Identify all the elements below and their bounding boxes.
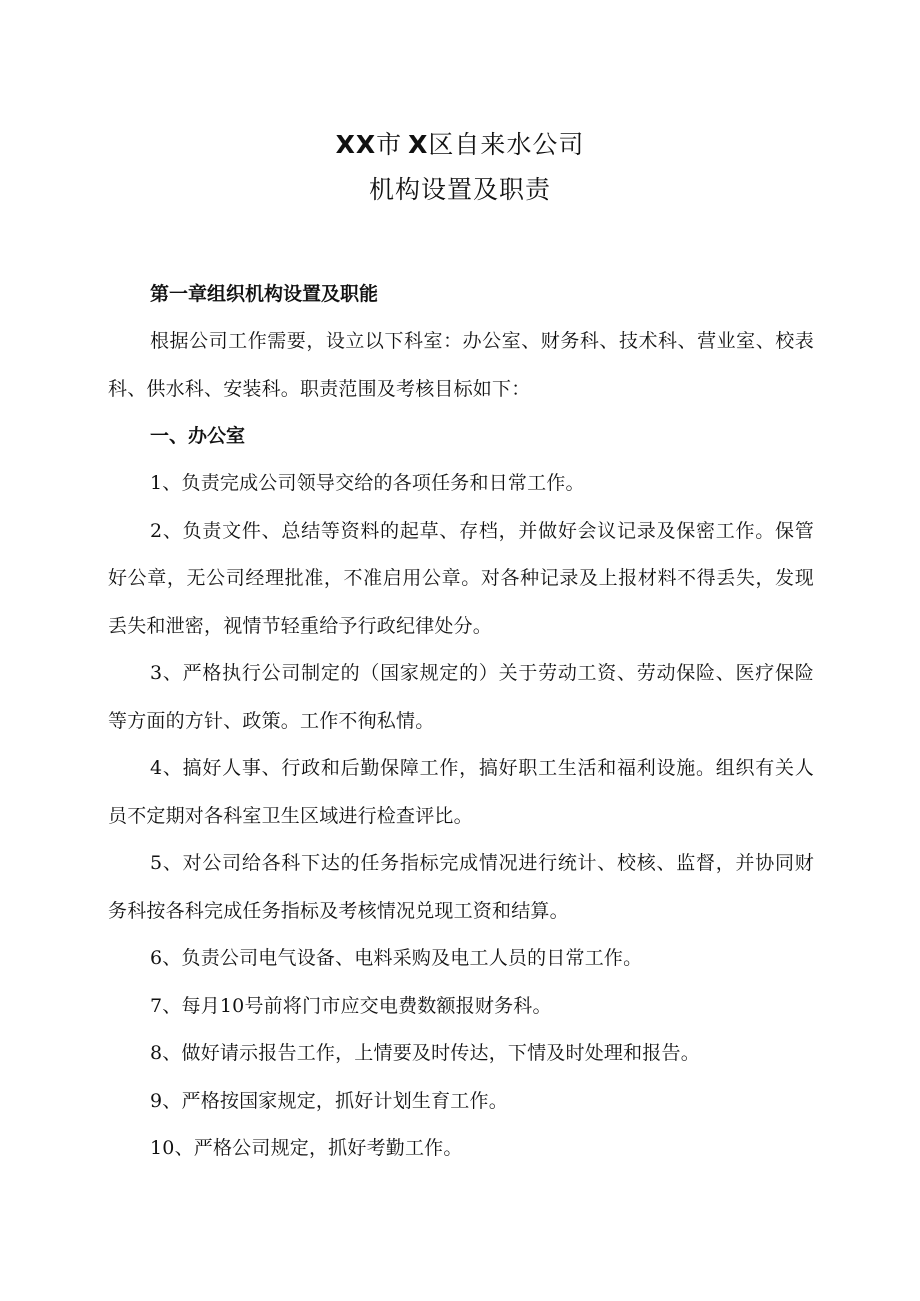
intro-paragraph: 根据公司工作需要，设立以下科室：办公室、财务科、技术科、营业室、校表科、供水科、安装科。职责范围及考核目标如下： <box>108 330 814 400</box>
list-item: 1、负责完成公司领导交给的各项任务和日常工作。 <box>150 472 585 494</box>
title-district-prefix: X <box>408 130 429 159</box>
chapter-heading: 第一章组织机构设置及职能 <box>150 283 379 305</box>
list-item: 8、做好请示报告工作，上情要及时传达，下情及时处理和报告。 <box>150 1042 700 1064</box>
list-item: 7、每月10号前将门市应交电费数额报财务科。 <box>150 994 552 1017</box>
list-item: 4、搞好人事、行政和后勤保障工作，搞好职工生活和福利设施。组织有关人员不定期对各科室卫生区域进行检查评比。 <box>108 757 814 827</box>
document-title <box>0 122 920 167</box>
document-subtitle: 机构设置及职责 <box>368 175 551 204</box>
section-heading-office: 一、办公室 <box>150 425 246 447</box>
list-item: 5、对公司给各科下达的任务指标完成情况进行统计、校核、监督，并协同财务科按各科完成任务指标及考核情况兑现工资和结算。 <box>108 852 814 922</box>
title-city-suffix: 市 <box>376 130 403 159</box>
list-item: 10、严格公司规定，抓好考勤工作。 <box>150 1137 463 1159</box>
title-district-suffix: 区自来水公司 <box>428 130 585 159</box>
list-item: 6、负责公司电气设备、电料采购及电工人员的日常工作。 <box>150 947 643 969</box>
title-city-prefix: XX <box>335 130 377 159</box>
list-item: 2、负责文件、总结等资料的起草、存档，并做好会议记录及保密工作。保管好公章，无公司经理批准，不准启用公章。对各种记录及上报材料不得丢失，发现丢失和泄密，视情节轻重给予行政纪律处分。 <box>108 519 814 637</box>
list-item: 3、严格执行公司制定的（国家规定的）关于劳动工资、劳动保险、医疗保险等方面的方针、政策。工作不徇私情。 <box>108 662 814 732</box>
list-item: 9、严格按国家规定，抓好计划生育工作。 <box>150 1089 508 1112</box>
document-body <box>108 271 814 1173</box>
title-block <box>0 122 920 212</box>
